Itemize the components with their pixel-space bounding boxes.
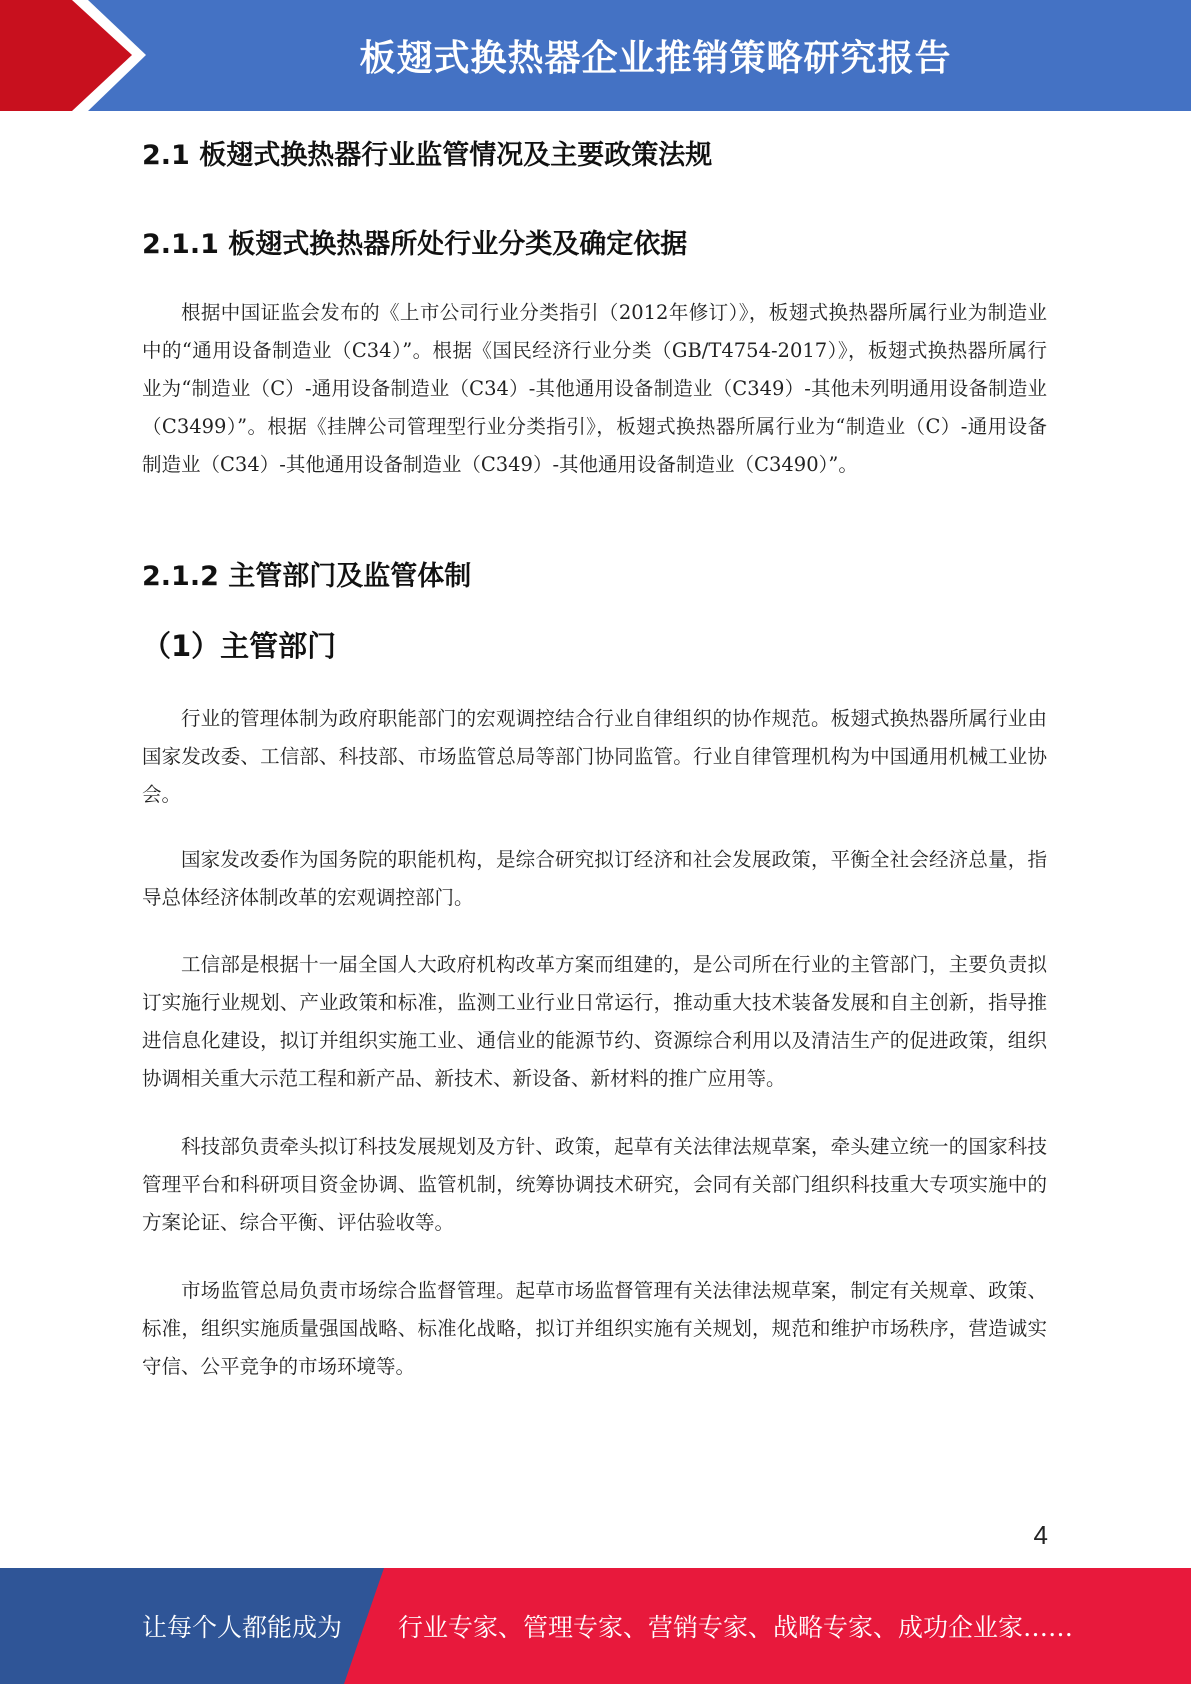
section-heading-2-1: 2.1 板翅式换热器行业监管情况及主要政策法规 [142,140,713,171]
paragraph-most: 科技部负责牵头拟订科技发展规划及方针、政策，起草有关法律法规草案，牵头建立统一的国家科技管理平台和科研项目资金协调、监管机制，统筹协调技术研究，会同有关部门组织科技重大专项实施中的方案论证、综合平衡、评估验收等。 [142,1135,1047,1234]
subheading-regulator: （1）主管部门 [142,629,337,663]
paragraph-samr: 市场监管总局负责市场综合监督管理。起草市场监督管理有关法律法规草案，制定有关规章、政策、标准，组织实施质量强国战略、标准化战略，拟订并组织实施有关规划，规范和维护市场秩序，营造诚实守信、公平竞争的市场环境等。 [142,1279,1047,1378]
footer-slogan-right: 行业专家、管理专家、营销专家、战略专家、成功企业家…… [398,1613,1074,1642]
red-arrow-decoration [0,0,160,111]
paragraph-ndrc: 国家发改委作为国务院的职能机构，是综合研究拟订经济和社会发展政策，平衡全社会经济总量，指导总体经济体制改革的宏观调控部门。 [142,848,1047,909]
page-number: 4 [1033,1520,1048,1550]
footer-banner [0,1568,1191,1684]
paragraph-miit: 工信部是根据十一届全国人大政府机构改革方案而组建的，是公司所在行业的主管部门，主要负责拟订实施行业规划、产业政策和标准，监测工业行业日常运行，推动重大技术装备发展和自主创新，指导推进信息化建设，拟订并组织实施工业、通信业的能源节约、资源综合利用以及清洁生产的促进政策，组织协调相关重大示范工程和新产品、新技术、新设备、新材料的推广应用等。 [142,953,1047,1090]
report-title: 板翅式换热器企业推销策略研究报告 [359,38,952,79]
paragraph-industry-classification: 根据中国证监会发布的《上市公司行业分类指引（2012年修订）》，板翅式换热器所属行业为制造业中的“通用设备制造业（C34）”。根据《国民经济行业分类（GB/T4754-2017）》，板翅式换热器所属行业为“制造业（C）-通用设备制造业（C34）-其他通用设备制造业（C349）-其他未列明通用设备制造业（C3499）”。根据《挂牌公司管理型行业分类指引》，板翅式换热器所属行业为“制造业（C）-通用设备制造业（C34）-其他通用设备制造业（C349）-其他通用设备制造业（C3490）”。 [142,301,1047,476]
section-heading-2-1-2: 2.1.2 主管部门及监管体制 [142,561,472,592]
section-heading-2-1-1: 2.1.1 板翅式换热器所处行业分类及确定依据 [142,229,688,260]
paragraph-management-system: 行业的管理体制为政府职能部门的宏观调控结合行业自律组织的协作规范。板翅式换热器所属行业由国家发改委、工信部、科技部、市场监管总局等部门协同监管。行业自律管理机构为中国通用机械工业协会。 [142,707,1047,806]
header-banner [0,0,1191,111]
footer-slogan-left: 让每个人都能成为 [142,1613,343,1642]
